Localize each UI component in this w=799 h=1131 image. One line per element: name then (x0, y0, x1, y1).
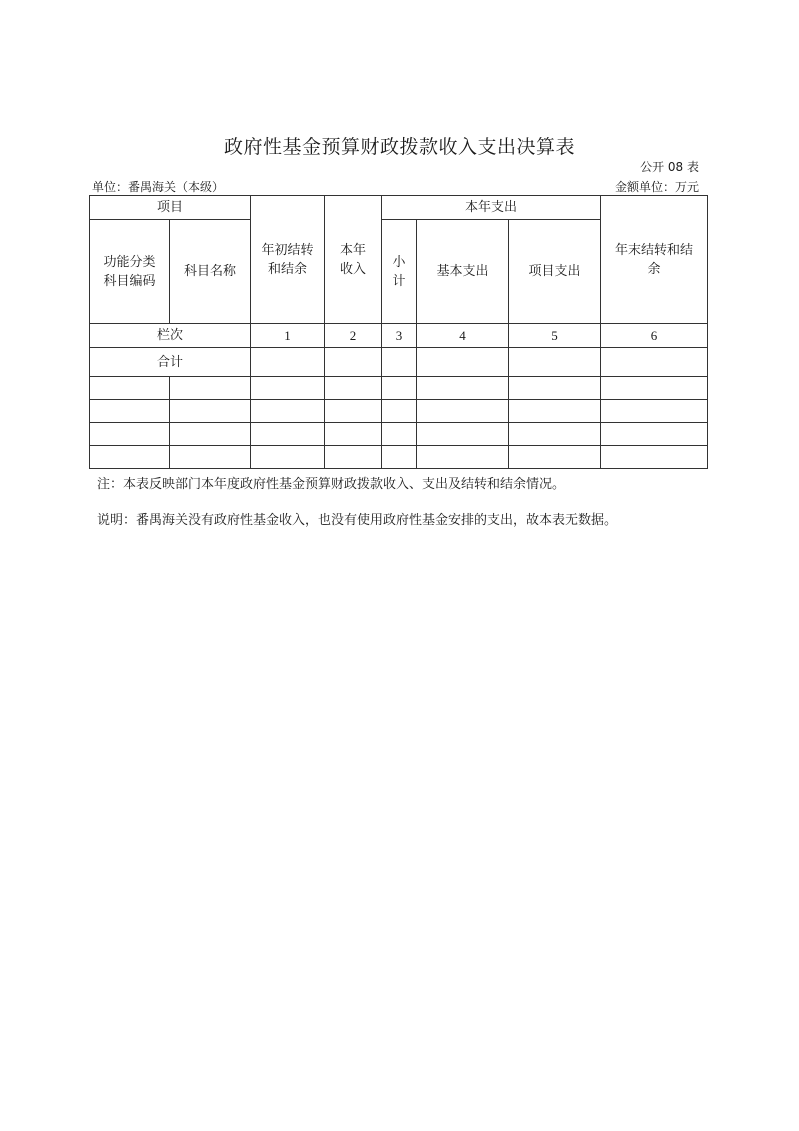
unit-label: 单位：番禺海关（本级） (92, 180, 225, 194)
total-cell (417, 348, 509, 377)
empty-cell (417, 423, 509, 446)
empty-cell (601, 446, 708, 469)
empty-cell (417, 400, 509, 423)
header-project-expense: 项目支出 (509, 220, 601, 324)
header-func-code: 功能分类科目编码 (90, 220, 170, 324)
empty-cell (601, 400, 708, 423)
amount-unit-label: 金额单位：万元 (614, 180, 699, 194)
header-expense: 本年支出 (382, 196, 601, 220)
empty-cell (325, 446, 382, 469)
header-subtotal: 小计 (382, 220, 417, 324)
empty-cell (325, 423, 382, 446)
empty-cell (509, 423, 601, 446)
budget-table (89, 195, 708, 469)
form-number: 公开 08 表 (640, 160, 699, 174)
empty-cell (90, 377, 170, 400)
empty-cell (90, 423, 170, 446)
column-index-5: 5 (509, 324, 601, 348)
header-income: 本年收入 (325, 196, 382, 324)
page-title: 政府性基金预算财政拨款收入支出决算表 (223, 136, 575, 158)
table-row (90, 446, 708, 469)
empty-cell (382, 377, 417, 400)
empty-cell (170, 423, 251, 446)
total-cell (325, 348, 382, 377)
empty-cell (601, 377, 708, 400)
empty-cell (170, 446, 251, 469)
empty-cell (90, 400, 170, 423)
total-cell (251, 348, 325, 377)
empty-cell (509, 377, 601, 400)
empty-cell (509, 400, 601, 423)
total-cell (509, 348, 601, 377)
empty-cell (90, 446, 170, 469)
header-end-balance: 年末结转和结余 (601, 196, 708, 324)
header-project: 项目 (90, 196, 251, 220)
empty-cell (251, 377, 325, 400)
empty-cell (325, 377, 382, 400)
column-index-6: 6 (601, 324, 708, 348)
empty-cell (382, 446, 417, 469)
empty-cell (382, 400, 417, 423)
total-cell (601, 348, 708, 377)
empty-cell (251, 423, 325, 446)
header-begin-balance: 年初结转和结余 (251, 196, 325, 324)
empty-cell (417, 377, 509, 400)
table-note: 注：本表反映部门本年度政府性基金预算财政拨款收入、支出及结转和结余情况。 (97, 477, 566, 492)
header-subject-name: 科目名称 (170, 220, 251, 324)
empty-cell (509, 446, 601, 469)
empty-cell (170, 400, 251, 423)
table-row (90, 423, 708, 446)
table-row (90, 377, 708, 400)
table-row (90, 400, 708, 423)
empty-cell (417, 446, 509, 469)
empty-cell (325, 400, 382, 423)
total-cell (382, 348, 417, 377)
empty-cell (251, 446, 325, 469)
column-index-4: 4 (417, 324, 509, 348)
total-row-label: 合计 (90, 348, 251, 377)
header-basic-expense: 基本支出 (417, 220, 509, 324)
column-index-2: 2 (325, 324, 382, 348)
column-index-3: 3 (382, 324, 417, 348)
column-index-1: 1 (251, 324, 325, 348)
column-index-label: 栏次 (90, 324, 251, 348)
empty-cell (170, 377, 251, 400)
table-explanation: 说明：番禺海关没有政府性基金收入，也没有使用政府性基金安排的支出，故本表无数据。 (97, 513, 618, 528)
empty-cell (251, 400, 325, 423)
empty-cell (382, 423, 417, 446)
empty-cell (601, 423, 708, 446)
